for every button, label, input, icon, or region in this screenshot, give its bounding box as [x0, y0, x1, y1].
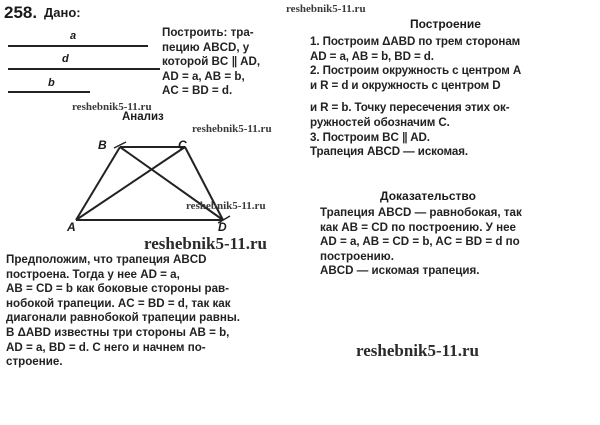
given-label: Дано: — [44, 5, 81, 20]
vertex-b-label: B — [98, 138, 107, 152]
proof-line: ABCD — искомая трапеция. — [320, 264, 480, 278]
watermark: reshebnik5-11.ru — [186, 200, 266, 212]
task-line: AC = BD = d. — [162, 84, 233, 98]
construction-line: Трапеция ABCD — искомая. — [310, 145, 468, 159]
task-statement — [162, 26, 260, 99]
construction-line: 2. Построим окружность с центром A — [310, 64, 522, 78]
watermark: reshebnik5-11.ru — [72, 101, 152, 113]
watermark: reshebnik5-11.ru — [286, 3, 366, 15]
segment-d — [8, 68, 160, 70]
segment-a-label: a — [70, 30, 77, 42]
construction-line: ружностей обозначим C. — [310, 115, 450, 129]
proof-line: AD = a, AB = CD = b, AC = BD = d по — [320, 235, 520, 249]
analysis-line: нобокой трапеции. AC = BD = d, так как — [6, 296, 231, 310]
analysis-line: В ΔABD известны три стороны AB = b, — [6, 325, 230, 339]
analysis-line: AB = CD = b как боковые стороны рав- — [6, 282, 230, 296]
diagonal-ac — [76, 147, 185, 220]
segment-b — [8, 91, 90, 93]
vertex-d-label: D — [218, 220, 227, 234]
construction-line: 3. Построим BC ∥ AD. — [310, 130, 430, 144]
proof-text — [320, 206, 522, 279]
construction-heading: Построение — [410, 17, 481, 31]
analysis-line: Предположим, что трапеция ABCD — [6, 253, 207, 266]
construction-line: 1. Построим ΔABD по трем сторонам — [310, 35, 521, 48]
vertex-c-label: C — [178, 138, 187, 152]
problem-number: 258. — [4, 3, 38, 22]
segment-b-label: b — [48, 77, 55, 89]
analysis-text — [6, 253, 240, 370]
task-line: AD = a, AB = b, — [162, 69, 245, 83]
construction-line: и R = b. Точку пересечения этих ок- — [310, 101, 510, 115]
watermark: reshebnik5-11.ru — [144, 234, 267, 253]
analysis-heading: Анализ — [122, 111, 164, 123]
watermark: reshebnik5-11.ru — [192, 123, 272, 135]
proof-line: как AB = CD по построению. У нее — [320, 220, 516, 234]
proof-line: Трапеция ABCD — равнобокая, так — [320, 206, 522, 219]
vertex-a-label: A — [67, 220, 76, 234]
construction-text — [310, 35, 521, 160]
segment-a — [8, 45, 148, 47]
task-line: пецию ABCD, у — [162, 40, 250, 54]
watermark: reshebnik5-11.ru — [356, 341, 479, 360]
side-ab — [76, 147, 120, 220]
proof-line: построению. — [320, 249, 394, 263]
task-line: которой BC ∥ AD, — [162, 55, 261, 69]
analysis-line: диагонали равнобокой трапеции равны. — [6, 311, 240, 325]
segment-d-label: d — [62, 53, 69, 65]
analysis-line: построена. Тогда у нее AD = a, — [6, 267, 180, 281]
task-line: Построить: тра- — [162, 26, 254, 39]
proof-heading: Доказательство — [380, 189, 476, 203]
analysis-line: AD = a, BD = d. С него и начнем по- — [6, 340, 206, 354]
analysis-line: строение. — [6, 355, 63, 369]
construction-line: и R = d и окружность с центром D — [310, 78, 501, 92]
construction-line: AD = a, AB = b, BD = d. — [310, 49, 434, 63]
